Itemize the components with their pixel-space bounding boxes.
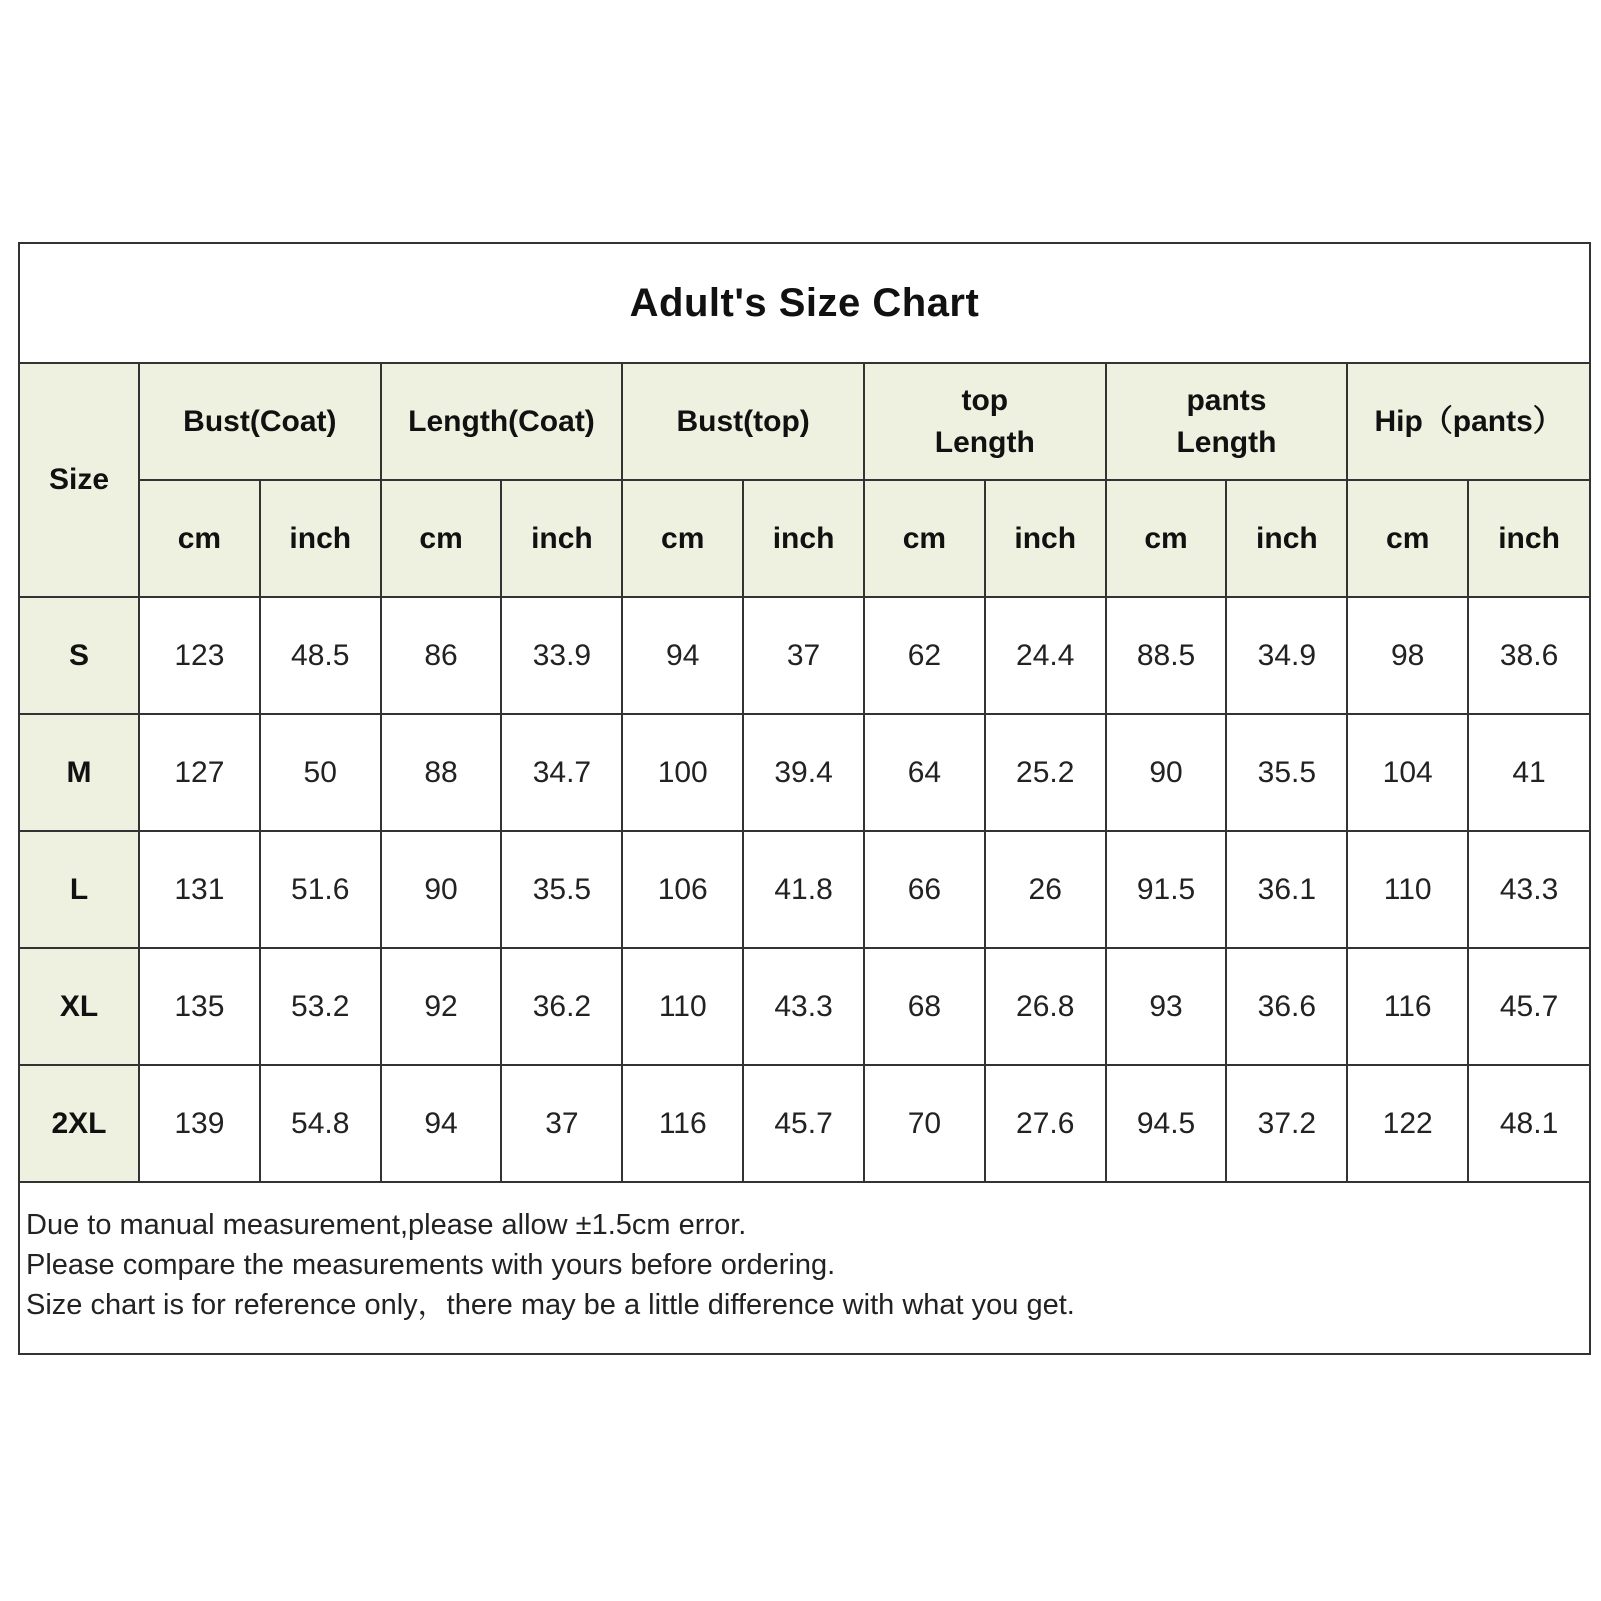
unit-inch: inch bbox=[1468, 480, 1589, 597]
table-cell: 90 bbox=[381, 831, 502, 948]
table-cell: 139 bbox=[139, 1065, 260, 1182]
table-cell: 104 bbox=[1347, 714, 1468, 831]
header-row-groups bbox=[20, 364, 1589, 480]
table-row bbox=[20, 597, 1589, 714]
table-cell: 26.8 bbox=[985, 948, 1106, 1065]
table-cell: 66 bbox=[864, 831, 985, 948]
table-cell: 131 bbox=[139, 831, 260, 948]
unit-cm: cm bbox=[1106, 480, 1227, 597]
header-group-line: Bust(top) bbox=[676, 404, 810, 438]
header-group-line: Length bbox=[934, 425, 1035, 459]
table-cell: 94.5 bbox=[1106, 1065, 1227, 1182]
header-group bbox=[622, 364, 864, 480]
header-group-line: Length(Coat) bbox=[408, 404, 595, 438]
notes bbox=[20, 1183, 1589, 1353]
table-cell: 41.8 bbox=[743, 831, 864, 948]
table-cell: 48.1 bbox=[1468, 1065, 1589, 1182]
table-cell: 37 bbox=[501, 1065, 622, 1182]
table-cell: 91.5 bbox=[1106, 831, 1227, 948]
header-group-line: top bbox=[961, 383, 1009, 417]
table-cell: 33.9 bbox=[501, 597, 622, 714]
table-cell: 116 bbox=[1347, 948, 1468, 1065]
table-cell: 93 bbox=[1106, 948, 1227, 1065]
table-cell: 106 bbox=[622, 831, 743, 948]
table-cell: 54.8 bbox=[260, 1065, 381, 1182]
table-cell: 70 bbox=[864, 1065, 985, 1182]
table-cell: 110 bbox=[622, 948, 743, 1065]
table-cell: 24.4 bbox=[985, 597, 1106, 714]
size-chart bbox=[18, 242, 1591, 1355]
table-cell: 51.6 bbox=[260, 831, 381, 948]
header-size: Size bbox=[20, 364, 139, 597]
table-cell: 94 bbox=[381, 1065, 502, 1182]
table-cell: 26 bbox=[985, 831, 1106, 948]
note-line: Size chart is for reference only，there may be a little difference with what you get. bbox=[26, 1289, 1075, 1321]
table-cell: 27.6 bbox=[985, 1065, 1106, 1182]
table-cell: 43.3 bbox=[743, 948, 864, 1065]
table-cell: 92 bbox=[381, 948, 502, 1065]
table-cell: 100 bbox=[622, 714, 743, 831]
table-cell: 98 bbox=[1347, 597, 1468, 714]
table-cell: 34.9 bbox=[1226, 597, 1347, 714]
table-cell: 36.1 bbox=[1226, 831, 1347, 948]
table-cell: 110 bbox=[1347, 831, 1468, 948]
table-cell: 35.5 bbox=[501, 831, 622, 948]
size-label: L bbox=[20, 831, 139, 948]
table-cell: 34.7 bbox=[501, 714, 622, 831]
table-cell: 123 bbox=[139, 597, 260, 714]
table-cell: 64 bbox=[864, 714, 985, 831]
table-cell: 45.7 bbox=[743, 1065, 864, 1182]
size-label: S bbox=[20, 597, 139, 714]
size-label: 2XL bbox=[20, 1065, 139, 1182]
unit-inch: inch bbox=[743, 480, 864, 597]
header-group bbox=[381, 364, 623, 480]
table-cell: 36.6 bbox=[1226, 948, 1347, 1065]
table-cell: 37.2 bbox=[1226, 1065, 1347, 1182]
table-cell: 127 bbox=[139, 714, 260, 831]
table-row bbox=[20, 1065, 1589, 1182]
table-row bbox=[20, 714, 1589, 831]
header-group-line: Bust(Coat) bbox=[183, 404, 337, 438]
unit-cm: cm bbox=[139, 480, 260, 597]
table-cell: 116 bbox=[622, 1065, 743, 1182]
table-cell: 41 bbox=[1468, 714, 1589, 831]
table-cell: 45.7 bbox=[1468, 948, 1589, 1065]
unit-inch: inch bbox=[501, 480, 622, 597]
header-group bbox=[1347, 364, 1589, 480]
table-cell: 135 bbox=[139, 948, 260, 1065]
size-table bbox=[20, 364, 1589, 1183]
header-group-line: Hip（pants） bbox=[1374, 404, 1563, 438]
table-cell: 122 bbox=[1347, 1065, 1468, 1182]
table-cell: 48.5 bbox=[260, 597, 381, 714]
table-cell: 38.6 bbox=[1468, 597, 1589, 714]
table-row bbox=[20, 831, 1589, 948]
unit-inch: inch bbox=[260, 480, 381, 597]
header-group-line: Length bbox=[1176, 425, 1277, 459]
header-group-line: pants bbox=[1186, 383, 1267, 417]
table-cell: 37 bbox=[743, 597, 864, 714]
unit-cm: cm bbox=[381, 480, 502, 597]
table-cell: 39.4 bbox=[743, 714, 864, 831]
table-cell: 53.2 bbox=[260, 948, 381, 1065]
table-cell: 88.5 bbox=[1106, 597, 1227, 714]
table-cell: 50 bbox=[260, 714, 381, 831]
table-cell: 68 bbox=[864, 948, 985, 1065]
table-cell: 94 bbox=[622, 597, 743, 714]
header-group bbox=[1106, 364, 1348, 480]
table-cell: 86 bbox=[381, 597, 502, 714]
size-label: XL bbox=[20, 948, 139, 1065]
unit-inch: inch bbox=[1226, 480, 1347, 597]
table-row bbox=[20, 948, 1589, 1065]
size-table-body bbox=[20, 364, 1589, 1182]
note-line: Please compare the measurements with yours before ordering. bbox=[26, 1249, 836, 1281]
table-cell: 90 bbox=[1106, 714, 1227, 831]
table-cell: 88 bbox=[381, 714, 502, 831]
table-cell: 43.3 bbox=[1468, 831, 1589, 948]
chart-title: Adult's Size Chart bbox=[20, 244, 1589, 364]
note-line: Due to manual measurement,please allow ±1.5cm error. bbox=[26, 1209, 747, 1241]
table-cell: 62 bbox=[864, 597, 985, 714]
header-group bbox=[864, 364, 1106, 480]
table-cell: 25.2 bbox=[985, 714, 1106, 831]
unit-cm: cm bbox=[622, 480, 743, 597]
unit-inch: inch bbox=[985, 480, 1106, 597]
table-cell: 35.5 bbox=[1226, 714, 1347, 831]
size-label: M bbox=[20, 714, 139, 831]
unit-cm: cm bbox=[864, 480, 985, 597]
header-row-units bbox=[20, 480, 1589, 597]
header-group bbox=[139, 364, 381, 480]
table-cell: 36.2 bbox=[501, 948, 622, 1065]
unit-cm: cm bbox=[1347, 480, 1468, 597]
